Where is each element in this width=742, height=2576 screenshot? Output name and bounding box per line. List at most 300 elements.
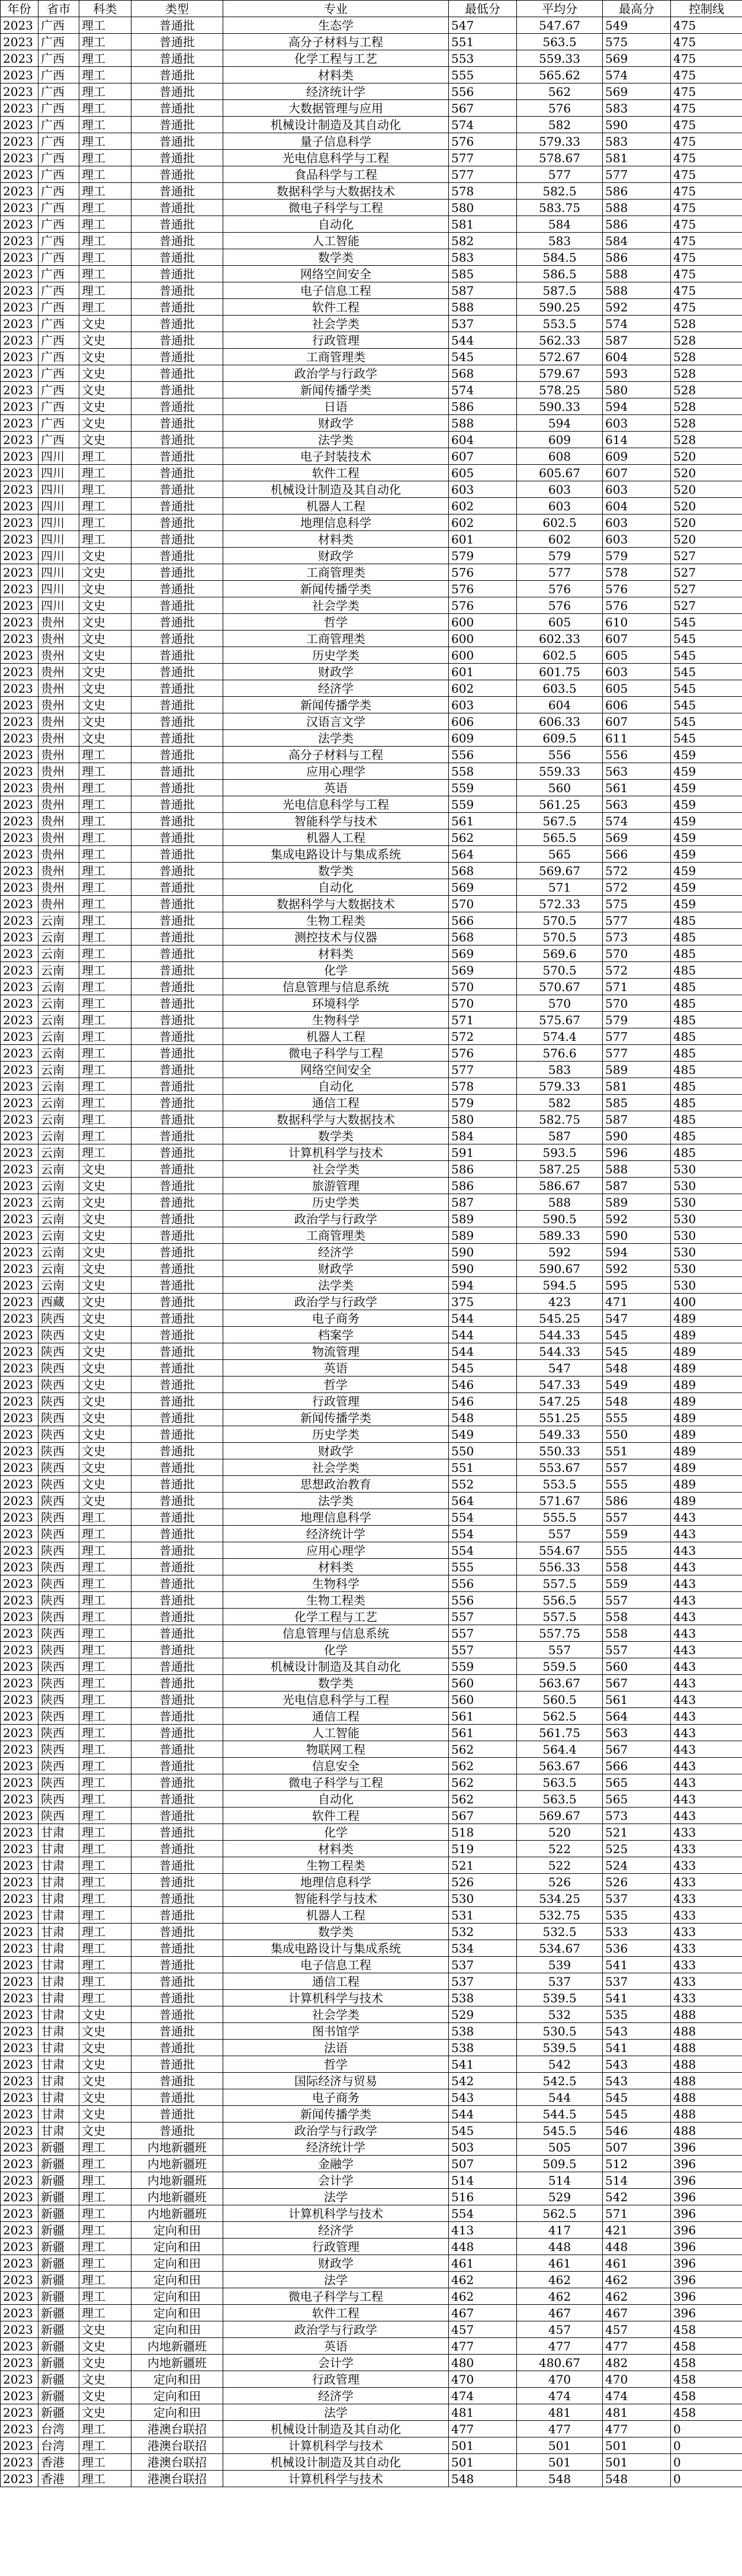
table-row — [1, 631, 742, 647]
province-cell: 台湾 — [38, 2437, 79, 2454]
province-cell: 陕西 — [38, 1509, 79, 1526]
category-cell: 理工 — [79, 2156, 131, 2172]
province-cell: 甘肃 — [38, 1857, 79, 1874]
major-cell: 法学类 — [223, 730, 449, 747]
control-line-cell: 475 — [671, 50, 742, 67]
table-row — [1, 2040, 742, 2056]
major-cell: 哲学 — [223, 1377, 449, 1393]
avg-score-cell: 448 — [517, 2239, 603, 2255]
avg-score-cell: 569.6 — [517, 946, 603, 962]
batch-type-cell: 普通批 — [131, 299, 223, 316]
year-cell: 2023 — [1, 2189, 38, 2205]
avg-score-cell: 569.67 — [517, 863, 603, 879]
min-score-cell: 559 — [449, 796, 517, 813]
control-line-cell: 488 — [671, 2006, 742, 2023]
max-score-cell: 565 — [603, 1774, 671, 1791]
province-cell: 甘肃 — [38, 1874, 79, 1890]
control-line-cell: 475 — [671, 183, 742, 200]
control-line-cell: 0 — [671, 2454, 742, 2471]
min-score-cell: 570 — [449, 979, 517, 995]
max-score-cell: 577 — [603, 1028, 671, 1045]
control-line-cell: 433 — [671, 1890, 742, 1907]
category-cell: 理工 — [79, 896, 131, 912]
batch-type-cell: 普通批 — [131, 896, 223, 912]
control-line-cell: 443 — [671, 1774, 742, 1791]
min-score-cell: 567 — [449, 1808, 517, 1824]
avg-score-cell: 579.67 — [517, 365, 603, 382]
major-cell: 法学类 — [223, 1277, 449, 1294]
table-row — [1, 846, 742, 863]
avg-score-cell: 594.5 — [517, 1277, 603, 1294]
category-cell: 理工 — [79, 2205, 131, 2222]
avg-score-cell: 590.33 — [517, 398, 603, 415]
batch-type-cell: 普通批 — [131, 946, 223, 962]
category-cell: 文史 — [79, 332, 131, 349]
control-line-cell: 433 — [671, 1940, 742, 1957]
min-score-cell: 606 — [449, 713, 517, 730]
year-cell: 2023 — [1, 2139, 38, 2156]
batch-type-cell: 普通批 — [131, 995, 223, 1012]
province-cell: 云南 — [38, 1211, 79, 1227]
avg-score-cell: 477 — [517, 2421, 603, 2437]
header-row — [1, 1, 742, 17]
category-cell: 文史 — [79, 564, 131, 581]
min-score-cell: 577 — [449, 1062, 517, 1078]
table-row — [1, 1957, 742, 1973]
avg-score-cell: 564.4 — [517, 1741, 603, 1758]
category-cell: 文史 — [79, 2006, 131, 2023]
min-score-cell: 474 — [449, 2388, 517, 2404]
province-cell: 陕西 — [38, 1443, 79, 1459]
min-score-cell: 576 — [449, 1045, 517, 1062]
province-cell: 云南 — [38, 1062, 79, 1078]
control-line-cell: 443 — [671, 1691, 742, 1708]
min-score-cell: 521 — [449, 1857, 517, 1874]
province-cell: 贵州 — [38, 863, 79, 879]
min-score-cell: 604 — [449, 432, 517, 448]
year-cell: 2023 — [1, 117, 38, 133]
min-score-cell: 481 — [449, 2404, 517, 2421]
avg-score-cell: 547 — [517, 1360, 603, 1377]
year-cell: 2023 — [1, 1708, 38, 1725]
year-cell: 2023 — [1, 863, 38, 879]
max-score-cell: 567 — [603, 1675, 671, 1691]
avg-score-cell: 563.5 — [517, 1791, 603, 1808]
table-row — [1, 1426, 742, 1443]
province-cell: 西藏 — [38, 1294, 79, 1310]
year-cell: 2023 — [1, 1890, 38, 1907]
year-cell: 2023 — [1, 1609, 38, 1625]
category-cell: 文史 — [79, 1377, 131, 1393]
max-score-cell: 467 — [603, 2305, 671, 2321]
min-score-cell: 576 — [449, 597, 517, 614]
batch-type-cell: 普通批 — [131, 1973, 223, 1990]
category-cell: 文史 — [79, 1443, 131, 1459]
batch-type-cell: 普通批 — [131, 498, 223, 514]
max-score-cell: 470 — [603, 2371, 671, 2388]
batch-type-cell: 普通批 — [131, 166, 223, 183]
min-score-cell: 545 — [449, 2122, 517, 2139]
category-cell: 文史 — [79, 597, 131, 614]
table-row — [1, 697, 742, 713]
category-cell: 理工 — [79, 2139, 131, 2156]
category-cell: 理工 — [79, 846, 131, 863]
year-cell: 2023 — [1, 1592, 38, 1609]
batch-type-cell: 普通批 — [131, 1144, 223, 1161]
major-cell: 材料类 — [223, 531, 449, 548]
control-line-cell: 433 — [671, 1924, 742, 1940]
avg-score-cell: 556 — [517, 747, 603, 763]
avg-score-cell: 582.75 — [517, 1111, 603, 1128]
category-cell: 文史 — [79, 1178, 131, 1194]
batch-type-cell: 普通批 — [131, 2089, 223, 2106]
header-control-line: 控制线 — [671, 1, 742, 17]
max-score-cell: 566 — [603, 1758, 671, 1774]
control-line-cell: 396 — [671, 2172, 742, 2189]
major-cell: 计算机科学与技术 — [223, 2437, 449, 2454]
category-cell: 理工 — [79, 514, 131, 531]
major-cell: 经济学 — [223, 2222, 449, 2239]
province-cell: 云南 — [38, 1161, 79, 1178]
province-cell: 云南 — [38, 1095, 79, 1111]
category-cell: 文史 — [79, 1227, 131, 1244]
avg-score-cell: 555.5 — [517, 1509, 603, 1526]
province-cell: 甘肃 — [38, 1841, 79, 1857]
max-score-cell: 588 — [603, 200, 671, 216]
max-score-cell: 512 — [603, 2156, 671, 2172]
year-cell: 2023 — [1, 398, 38, 415]
category-cell: 理工 — [79, 1824, 131, 1841]
batch-type-cell: 普通批 — [131, 1758, 223, 1774]
major-cell: 法学类 — [223, 432, 449, 448]
category-cell: 理工 — [79, 448, 131, 465]
control-line-cell: 443 — [671, 1625, 742, 1642]
avg-score-cell: 577 — [517, 166, 603, 183]
max-score-cell: 474 — [603, 2388, 671, 2404]
max-score-cell: 577 — [603, 166, 671, 183]
control-line-cell: 528 — [671, 365, 742, 382]
min-score-cell: 556 — [449, 83, 517, 100]
control-line-cell: 488 — [671, 2040, 742, 2056]
category-cell: 理工 — [79, 67, 131, 83]
major-cell: 计算机科学与技术 — [223, 1144, 449, 1161]
avg-score-cell: 587.5 — [517, 282, 603, 299]
min-score-cell: 516 — [449, 2189, 517, 2205]
min-score-cell: 600 — [449, 614, 517, 631]
min-score-cell: 538 — [449, 2023, 517, 2040]
control-line-cell: 488 — [671, 2073, 742, 2089]
table-row — [1, 2189, 742, 2205]
avg-score-cell: 562.5 — [517, 2205, 603, 2222]
max-score-cell: 457 — [603, 2321, 671, 2338]
batch-type-cell: 普通批 — [131, 2073, 223, 2089]
category-cell: 理工 — [79, 946, 131, 962]
avg-score-cell: 578.67 — [517, 150, 603, 166]
major-cell: 计算机科学与技术 — [223, 1990, 449, 2006]
year-cell: 2023 — [1, 1078, 38, 1095]
major-cell: 经济学 — [223, 680, 449, 697]
category-cell: 理工 — [79, 1907, 131, 1924]
table-row — [1, 2305, 742, 2321]
avg-score-cell: 461 — [517, 2255, 603, 2272]
province-cell: 四川 — [38, 448, 79, 465]
major-cell: 自动化 — [223, 216, 449, 233]
major-cell: 行政管理 — [223, 1393, 449, 1410]
category-cell: 理工 — [79, 995, 131, 1012]
category-cell: 理工 — [79, 1012, 131, 1028]
category-cell: 文史 — [79, 1211, 131, 1227]
year-cell: 2023 — [1, 2089, 38, 2106]
table-row — [1, 2139, 742, 2156]
year-cell: 2023 — [1, 1144, 38, 1161]
category-cell: 理工 — [79, 912, 131, 929]
province-cell: 广西 — [38, 67, 79, 83]
max-score-cell: 592 — [603, 1260, 671, 1277]
province-cell: 贵州 — [38, 713, 79, 730]
avg-score-cell: 542.5 — [517, 2073, 603, 2089]
avg-score-cell: 544.5 — [517, 2106, 603, 2122]
control-line-cell: 475 — [671, 282, 742, 299]
min-score-cell: 586 — [449, 1178, 517, 1194]
major-cell: 经济学 — [223, 1244, 449, 1260]
max-score-cell: 537 — [603, 1973, 671, 1990]
category-cell: 理工 — [79, 1791, 131, 1808]
major-cell: 数据科学与大数据技术 — [223, 183, 449, 200]
min-score-cell: 578 — [449, 1078, 517, 1095]
table-row — [1, 1791, 742, 1808]
major-cell: 材料类 — [223, 946, 449, 962]
max-score-cell: 605 — [603, 680, 671, 697]
province-cell: 云南 — [38, 1128, 79, 1144]
control-line-cell: 488 — [671, 2106, 742, 2122]
category-cell: 理工 — [79, 1609, 131, 1625]
category-cell: 文史 — [79, 1294, 131, 1310]
province-cell: 甘肃 — [38, 1924, 79, 1940]
control-line-cell: 528 — [671, 349, 742, 365]
control-line-cell: 443 — [671, 1526, 742, 1542]
avg-score-cell: 562 — [517, 83, 603, 100]
min-score-cell: 570 — [449, 896, 517, 912]
min-score-cell: 589 — [449, 1227, 517, 1244]
min-score-cell: 570 — [449, 995, 517, 1012]
category-cell: 文史 — [79, 415, 131, 432]
table-row — [1, 1559, 742, 1575]
min-score-cell: 462 — [449, 2272, 517, 2288]
batch-type-cell: 普通批 — [131, 282, 223, 299]
min-score-cell: 587 — [449, 282, 517, 299]
control-line-cell: 433 — [671, 1857, 742, 1874]
major-cell: 社会学类 — [223, 316, 449, 332]
max-score-cell: 614 — [603, 432, 671, 448]
major-cell: 经济统计学 — [223, 1526, 449, 1542]
province-cell: 云南 — [38, 1144, 79, 1161]
table-row — [1, 282, 742, 299]
category-cell: 理工 — [79, 299, 131, 316]
year-cell: 2023 — [1, 713, 38, 730]
min-score-cell: 557 — [449, 1609, 517, 1625]
batch-type-cell: 普通批 — [131, 813, 223, 829]
year-cell: 2023 — [1, 2023, 38, 2040]
year-cell: 2023 — [1, 1575, 38, 1592]
major-cell: 通信工程 — [223, 1973, 449, 1990]
avg-score-cell: 548 — [517, 2471, 603, 2487]
table-row — [1, 1973, 742, 1990]
max-score-cell: 557 — [603, 1509, 671, 1526]
avg-score-cell: 574.4 — [517, 1028, 603, 1045]
major-cell: 机械设计制造及其自动化 — [223, 481, 449, 498]
max-score-cell: 543 — [603, 2023, 671, 2040]
avg-score-cell: 589.33 — [517, 1227, 603, 1244]
year-cell: 2023 — [1, 597, 38, 614]
year-cell: 2023 — [1, 1211, 38, 1227]
min-score-cell: 590 — [449, 1244, 517, 1260]
control-line-cell: 475 — [671, 200, 742, 216]
batch-type-cell: 普通批 — [131, 1774, 223, 1791]
control-line-cell: 485 — [671, 979, 742, 995]
header-province: 省市 — [38, 1, 79, 17]
batch-type-cell: 普通批 — [131, 1244, 223, 1260]
max-score-cell: 557 — [603, 1592, 671, 1609]
min-score-cell: 551 — [449, 1459, 517, 1476]
batch-type-cell: 普通批 — [131, 266, 223, 282]
major-cell: 计算机科学与技术 — [223, 2205, 449, 2222]
category-cell: 理工 — [79, 813, 131, 829]
batch-type-cell: 普通批 — [131, 1957, 223, 1973]
category-cell: 理工 — [79, 1128, 131, 1144]
year-cell: 2023 — [1, 1443, 38, 1459]
batch-type-cell: 普通批 — [131, 1791, 223, 1808]
batch-type-cell: 内地新疆班 — [131, 2156, 223, 2172]
min-score-cell: 554 — [449, 1542, 517, 1559]
major-cell: 自动化 — [223, 1078, 449, 1095]
max-score-cell: 583 — [603, 133, 671, 150]
avg-score-cell: 509.5 — [517, 2156, 603, 2172]
table-row — [1, 929, 742, 946]
avg-score-cell: 605 — [517, 614, 603, 631]
max-score-cell: 588 — [603, 266, 671, 282]
avg-score-cell: 532.5 — [517, 1924, 603, 1940]
major-cell: 信息安全 — [223, 1758, 449, 1774]
year-cell: 2023 — [1, 531, 38, 548]
major-cell: 机器人工程 — [223, 498, 449, 514]
major-cell: 金融学 — [223, 2156, 449, 2172]
year-cell: 2023 — [1, 581, 38, 597]
category-cell: 理工 — [79, 1062, 131, 1078]
category-cell: 文史 — [79, 697, 131, 713]
control-line-cell: 459 — [671, 747, 742, 763]
province-cell: 广西 — [38, 183, 79, 200]
control-line-cell: 520 — [671, 448, 742, 465]
province-cell: 广西 — [38, 398, 79, 415]
category-cell: 理工 — [79, 2222, 131, 2239]
year-cell: 2023 — [1, 1426, 38, 1443]
min-score-cell: 552 — [449, 1476, 517, 1493]
category-cell: 理工 — [79, 1841, 131, 1857]
year-cell: 2023 — [1, 664, 38, 680]
max-score-cell: 561 — [603, 1691, 671, 1708]
avg-score-cell: 480.67 — [517, 2355, 603, 2371]
major-cell: 智能科学与技术 — [223, 1890, 449, 1907]
table-row — [1, 1227, 742, 1244]
category-cell: 理工 — [79, 2471, 131, 2487]
category-cell: 理工 — [79, 1095, 131, 1111]
batch-type-cell: 普通批 — [131, 1095, 223, 1111]
min-score-cell: 562 — [449, 829, 517, 846]
batch-type-cell: 普通批 — [131, 1691, 223, 1708]
max-score-cell: 580 — [603, 382, 671, 398]
min-score-cell: 448 — [449, 2239, 517, 2255]
major-cell: 思想政治教育 — [223, 1476, 449, 1493]
avg-score-cell: 562.33 — [517, 332, 603, 349]
year-cell: 2023 — [1, 2355, 38, 2371]
major-cell: 电子商务 — [223, 1310, 449, 1327]
min-score-cell: 545 — [449, 349, 517, 365]
table-row — [1, 747, 742, 763]
province-cell: 甘肃 — [38, 2073, 79, 2089]
control-line-cell: 485 — [671, 995, 742, 1012]
table-row — [1, 1526, 742, 1542]
batch-type-cell: 定向和田 — [131, 2272, 223, 2288]
table-row — [1, 2089, 742, 2106]
category-cell: 理工 — [79, 117, 131, 133]
max-score-cell: 603 — [603, 514, 671, 531]
province-cell: 贵州 — [38, 813, 79, 829]
table-row — [1, 1211, 742, 1227]
avg-score-cell: 559.33 — [517, 763, 603, 780]
batch-type-cell: 普通批 — [131, 531, 223, 548]
min-score-cell: 601 — [449, 531, 517, 548]
table-row — [1, 481, 742, 498]
batch-type-cell: 普通批 — [131, 1559, 223, 1575]
table-row — [1, 1327, 742, 1343]
table-row — [1, 979, 742, 995]
major-cell: 英语 — [223, 1360, 449, 1377]
category-cell: 理工 — [79, 1078, 131, 1095]
category-cell: 文史 — [79, 2338, 131, 2355]
control-line-cell: 545 — [671, 631, 742, 647]
max-score-cell: 477 — [603, 2421, 671, 2437]
year-cell: 2023 — [1, 1658, 38, 1675]
table-row — [1, 1095, 742, 1111]
major-cell: 财政学 — [223, 1443, 449, 1459]
batch-type-cell: 定向和田 — [131, 2255, 223, 2272]
control-line-cell: 485 — [671, 1028, 742, 1045]
max-score-cell: 586 — [603, 249, 671, 266]
table-row — [1, 1625, 742, 1642]
avg-score-cell: 481 — [517, 2404, 603, 2421]
max-score-cell: 543 — [603, 2056, 671, 2073]
avg-score-cell: 467 — [517, 2305, 603, 2321]
control-line-cell: 396 — [671, 2139, 742, 2156]
major-cell: 社会学类 — [223, 1161, 449, 1178]
major-cell: 机器人工程 — [223, 1028, 449, 1045]
year-cell: 2023 — [1, 780, 38, 796]
control-line-cell: 475 — [671, 100, 742, 117]
major-cell: 物流管理 — [223, 1343, 449, 1360]
category-cell: 文史 — [79, 365, 131, 382]
avg-score-cell: 586.67 — [517, 1178, 603, 1194]
control-line-cell: 443 — [671, 1575, 742, 1592]
batch-type-cell: 普通批 — [131, 1443, 223, 1459]
avg-score-cell: 547.33 — [517, 1377, 603, 1393]
max-score-cell: 514 — [603, 2172, 671, 2189]
year-cell: 2023 — [1, 282, 38, 299]
year-cell: 2023 — [1, 946, 38, 962]
avg-score-cell: 550.33 — [517, 1443, 603, 1459]
avg-score-cell: 602.5 — [517, 647, 603, 664]
major-cell: 档案学 — [223, 1327, 449, 1343]
category-cell: 理工 — [79, 929, 131, 946]
